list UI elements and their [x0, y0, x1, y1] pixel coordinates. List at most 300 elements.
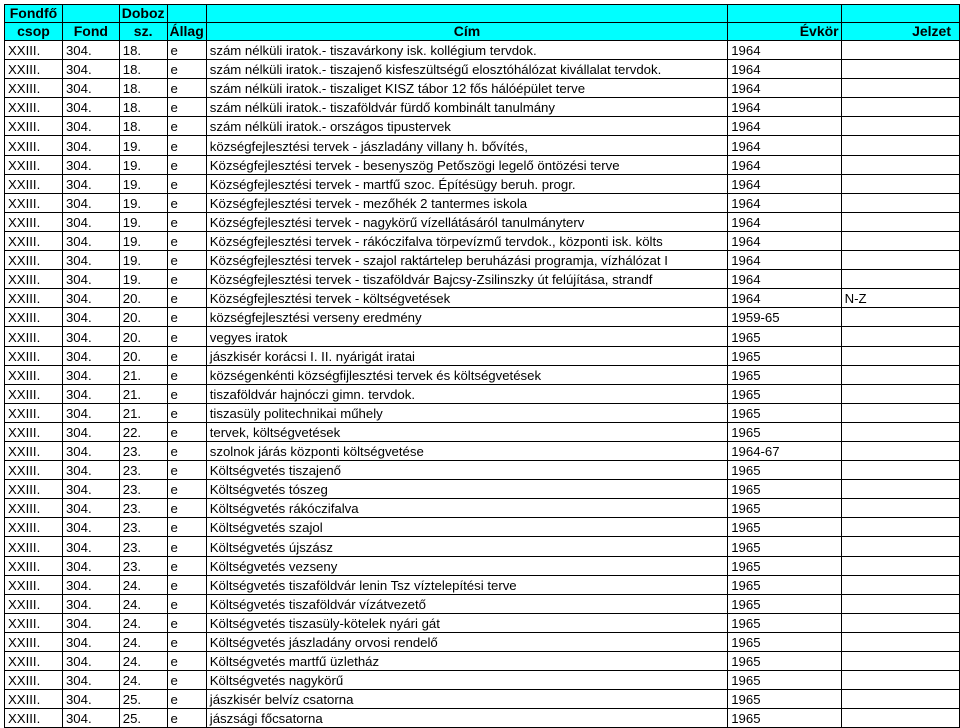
cell-fondfo-csop: XXIII. — [5, 441, 63, 460]
cell-doboz: 23. — [119, 461, 167, 480]
cell-doboz: 20. — [119, 308, 167, 327]
cell-cim: szám nélküli iratok.- tiszajenő kisfeszültségű elosztóhálózat kivállalat tervdok. — [206, 60, 727, 79]
cell-cim: szám nélküli iratok.- tiszaföldvár fürdő kombinált tanulmány — [206, 98, 727, 117]
cell-fondfo-csop: XXIII. — [5, 671, 63, 690]
cell-allag: e — [167, 98, 206, 117]
cell-allag: e — [167, 174, 206, 193]
table-row — [5, 327, 960, 346]
cell-fond: 304. — [62, 632, 119, 651]
cell-jelzet — [841, 403, 959, 422]
cell-fond: 304. — [62, 480, 119, 499]
cell-allag: e — [167, 136, 206, 155]
cell-cim: Költségvetés nagykörű — [206, 671, 727, 690]
cell-jelzet — [841, 231, 959, 250]
cell-fond: 304. — [62, 403, 119, 422]
cell-allag: e — [167, 499, 206, 518]
cell-allag: e — [167, 537, 206, 556]
table-row — [5, 499, 960, 518]
cell-fondfo-csop: XXIII. — [5, 136, 63, 155]
cell-evkor: 1965 — [728, 690, 841, 709]
cell-cim: Községfejlesztési tervek - besenyszög Petőszögi legelő öntözési terve — [206, 155, 727, 174]
table-row — [5, 251, 960, 270]
table-row — [5, 613, 960, 632]
cell-evkor: 1964 — [728, 193, 841, 212]
cell-fond: 304. — [62, 60, 119, 79]
cell-cim: községenkénti községfijlesztési tervek és költségvetések — [206, 365, 727, 384]
cell-evkor: 1965 — [728, 575, 841, 594]
cell-evkor: 1964 — [728, 212, 841, 231]
cell-fond: 304. — [62, 690, 119, 709]
table-body — [5, 41, 960, 728]
cell-jelzet — [841, 441, 959, 460]
cell-cim: jászkisér korácsi I. II. nyárigát iratai — [206, 346, 727, 365]
cell-evkor: 1965 — [728, 365, 841, 384]
cell-allag: e — [167, 671, 206, 690]
cell-cim: községfejlesztési tervek - jászladány villany h. bővítés, — [206, 136, 727, 155]
cell-evkor: 1964 — [728, 98, 841, 117]
cell-evkor: 1964 — [728, 155, 841, 174]
cell-doboz: 20. — [119, 327, 167, 346]
cell-jelzet — [841, 174, 959, 193]
table-row — [5, 346, 960, 365]
table-row — [5, 365, 960, 384]
table-header — [5, 5, 960, 41]
cell-fond: 304. — [62, 174, 119, 193]
cell-doboz: 25. — [119, 709, 167, 728]
cell-fondfo-csop: XXIII. — [5, 461, 63, 480]
cell-fondfo-csop: XXIII. — [5, 212, 63, 231]
cell-fondfo-csop: XXIII. — [5, 98, 63, 117]
cell-evkor: 1965 — [728, 480, 841, 499]
cell-fondfo-csop: XXIII. — [5, 346, 63, 365]
header-doboz-sz-line2: sz. — [119, 23, 167, 41]
table-row — [5, 212, 960, 231]
cell-fondfo-csop: XXIII. — [5, 117, 63, 136]
cell-fond: 304. — [62, 136, 119, 155]
cell-evkor: 1965 — [728, 403, 841, 422]
cell-fond: 304. — [62, 212, 119, 231]
cell-doboz: 18. — [119, 117, 167, 136]
cell-allag: e — [167, 289, 206, 308]
cell-jelzet — [841, 537, 959, 556]
table-row — [5, 98, 960, 117]
cell-fondfo-csop: XXIII. — [5, 652, 63, 671]
cell-cim: Községfejlesztési tervek - mezőhék 2 tantermes iskola — [206, 193, 727, 212]
cell-cim: községfejlesztési verseny eredmény — [206, 308, 727, 327]
cell-allag: e — [167, 384, 206, 403]
header-doboz-sz-line1: Doboz — [119, 5, 167, 23]
cell-fondfo-csop: XXIII. — [5, 365, 63, 384]
table-row — [5, 671, 960, 690]
header-fondfo-csop-line2: csop — [5, 23, 63, 41]
table-row — [5, 518, 960, 537]
cell-jelzet — [841, 690, 959, 709]
cell-doboz: 19. — [119, 231, 167, 250]
cell-allag: e — [167, 613, 206, 632]
cell-cim: Községfejlesztési tervek - rákóczifalva törpevízmű tervdok., központi isk. költs — [206, 231, 727, 250]
cell-jelzet — [841, 270, 959, 289]
cell-doboz: 19. — [119, 155, 167, 174]
header-allag: Állag — [167, 23, 206, 41]
table-row — [5, 136, 960, 155]
cell-allag: e — [167, 308, 206, 327]
cell-allag: e — [167, 709, 206, 728]
cell-allag: e — [167, 652, 206, 671]
cell-fondfo-csop: XXIII. — [5, 690, 63, 709]
cell-doboz: 24. — [119, 671, 167, 690]
cell-evkor: 1964 — [728, 289, 841, 308]
cell-evkor: 1965 — [728, 632, 841, 651]
cell-fondfo-csop: XXIII. — [5, 270, 63, 289]
cell-fond: 304. — [62, 613, 119, 632]
cell-cim: Községfejlesztési tervek - költségvetések — [206, 289, 727, 308]
cell-fond: 304. — [62, 575, 119, 594]
header-cim: Cím — [206, 23, 727, 41]
header-evkor-spacer — [728, 5, 841, 23]
cell-cim: szolnok járás központi költségvetése — [206, 441, 727, 460]
cell-cim: vegyes iratok — [206, 327, 727, 346]
table-row — [5, 461, 960, 480]
cell-fondfo-csop: XXIII. — [5, 193, 63, 212]
cell-evkor: 1959-65 — [728, 308, 841, 327]
cell-fond: 304. — [62, 537, 119, 556]
table-row — [5, 155, 960, 174]
cell-jelzet — [841, 60, 959, 79]
cell-fondfo-csop: XXIII. — [5, 231, 63, 250]
cell-doboz: 21. — [119, 384, 167, 403]
cell-doboz: 24. — [119, 613, 167, 632]
table-row — [5, 441, 960, 460]
cell-fondfo-csop: XXIII. — [5, 499, 63, 518]
cell-evkor: 1964 — [728, 60, 841, 79]
cell-allag: e — [167, 365, 206, 384]
cell-fond: 304. — [62, 98, 119, 117]
cell-allag: e — [167, 251, 206, 270]
cell-cim: Községfejlesztési tervek - tiszaföldvár Bajcsy-Zsilinszky út felújítása, strandf — [206, 270, 727, 289]
cell-fondfo-csop: XXIII. — [5, 79, 63, 98]
table-row — [5, 231, 960, 250]
table-row — [5, 270, 960, 289]
cell-allag: e — [167, 556, 206, 575]
cell-fond: 304. — [62, 79, 119, 98]
cell-fondfo-csop: XXIII. — [5, 613, 63, 632]
cell-fondfo-csop: XXIII. — [5, 480, 63, 499]
table-row — [5, 537, 960, 556]
cell-jelzet: N-Z — [841, 289, 959, 308]
cell-evkor: 1964 — [728, 174, 841, 193]
cell-fond: 304. — [62, 709, 119, 728]
cell-evkor: 1965 — [728, 384, 841, 403]
cell-doboz: 19. — [119, 251, 167, 270]
cell-cim: Költségvetés rákóczifalva — [206, 499, 727, 518]
cell-fondfo-csop: XXIII. — [5, 41, 63, 60]
cell-fondfo-csop: XXIII. — [5, 327, 63, 346]
cell-fondfo-csop: XXIII. — [5, 422, 63, 441]
cell-doboz: 25. — [119, 690, 167, 709]
cell-jelzet — [841, 155, 959, 174]
cell-fond: 304. — [62, 308, 119, 327]
cell-evkor: 1964 — [728, 136, 841, 155]
header-fond-spacer — [62, 5, 119, 23]
cell-evkor: 1965 — [728, 709, 841, 728]
cell-doboz: 23. — [119, 499, 167, 518]
cell-cim: Költségvetés szajol — [206, 518, 727, 537]
table-row — [5, 690, 960, 709]
cell-cim: szám nélküli iratok.- tiszaliget KISZ tábor 12 fős hálóépület terve — [206, 79, 727, 98]
table-row — [5, 79, 960, 98]
cell-fond: 304. — [62, 289, 119, 308]
archive-inventory-table — [4, 4, 960, 728]
table-row — [5, 632, 960, 651]
cell-jelzet — [841, 98, 959, 117]
table-row — [5, 289, 960, 308]
cell-doboz: 23. — [119, 518, 167, 537]
cell-doboz: 19. — [119, 193, 167, 212]
table-row — [5, 422, 960, 441]
cell-doboz: 24. — [119, 632, 167, 651]
header-evkor: Évkör — [728, 23, 841, 41]
cell-evkor: 1965 — [728, 422, 841, 441]
cell-evkor: 1964 — [728, 117, 841, 136]
cell-doboz: 23. — [119, 537, 167, 556]
cell-fond: 304. — [62, 518, 119, 537]
cell-allag: e — [167, 270, 206, 289]
cell-jelzet — [841, 556, 959, 575]
table-row — [5, 575, 960, 594]
cell-jelzet — [841, 327, 959, 346]
cell-fondfo-csop: XXIII. — [5, 594, 63, 613]
cell-evkor: 1964 — [728, 41, 841, 60]
cell-jelzet — [841, 136, 959, 155]
cell-allag: e — [167, 60, 206, 79]
cell-doboz: 18. — [119, 41, 167, 60]
cell-jelzet — [841, 384, 959, 403]
cell-evkor: 1965 — [728, 327, 841, 346]
cell-evkor: 1965 — [728, 652, 841, 671]
cell-jelzet — [841, 308, 959, 327]
cell-cim: Költségvetés tiszasüly-kötelek nyári gát — [206, 613, 727, 632]
header-jelzet-spacer — [841, 5, 959, 23]
cell-doboz: 23. — [119, 480, 167, 499]
table-row — [5, 556, 960, 575]
cell-cim: Költségvetés jászladány orvosi rendelő — [206, 632, 727, 651]
cell-fondfo-csop: XXIII. — [5, 403, 63, 422]
cell-fond: 304. — [62, 231, 119, 250]
cell-doboz: 22. — [119, 422, 167, 441]
cell-jelzet — [841, 365, 959, 384]
cell-evkor: 1964 — [728, 270, 841, 289]
cell-fondfo-csop: XXIII. — [5, 384, 63, 403]
cell-cim: szám nélküli iratok.- országos tipustervek — [206, 117, 727, 136]
cell-allag: e — [167, 422, 206, 441]
cell-jelzet — [841, 212, 959, 231]
cell-doboz: 21. — [119, 365, 167, 384]
cell-fondfo-csop: XXIII. — [5, 537, 63, 556]
cell-evkor: 1965 — [728, 671, 841, 690]
cell-allag: e — [167, 231, 206, 250]
cell-jelzet — [841, 79, 959, 98]
cell-doboz: 18. — [119, 98, 167, 117]
table-row — [5, 193, 960, 212]
cell-fond: 304. — [62, 671, 119, 690]
cell-cim: Költségvetés tiszaföldvár vízátvezető — [206, 594, 727, 613]
cell-jelzet — [841, 346, 959, 365]
cell-doboz: 18. — [119, 60, 167, 79]
table-row — [5, 594, 960, 613]
cell-fond: 304. — [62, 594, 119, 613]
cell-allag: e — [167, 403, 206, 422]
cell-evkor: 1965 — [728, 537, 841, 556]
cell-allag: e — [167, 632, 206, 651]
cell-cim: tiszasüly politechnikai műhely — [206, 403, 727, 422]
table-row — [5, 174, 960, 193]
cell-allag: e — [167, 79, 206, 98]
cell-doboz: 23. — [119, 556, 167, 575]
cell-fond: 304. — [62, 652, 119, 671]
cell-allag: e — [167, 346, 206, 365]
cell-jelzet — [841, 518, 959, 537]
cell-jelzet — [841, 499, 959, 518]
cell-evkor: 1965 — [728, 461, 841, 480]
cell-cim: Költségvetés martfű üzletház — [206, 652, 727, 671]
cell-fondfo-csop: XXIII. — [5, 308, 63, 327]
cell-fond: 304. — [62, 422, 119, 441]
cell-jelzet — [841, 575, 959, 594]
cell-jelzet — [841, 461, 959, 480]
cell-evkor: 1964 — [728, 79, 841, 98]
cell-doboz: 21. — [119, 403, 167, 422]
cell-doboz: 20. — [119, 346, 167, 365]
cell-fond: 304. — [62, 384, 119, 403]
cell-fondfo-csop: XXIII. — [5, 155, 63, 174]
cell-fond: 304. — [62, 117, 119, 136]
cell-allag: e — [167, 594, 206, 613]
cell-allag: e — [167, 461, 206, 480]
cell-fondfo-csop: XXIII. — [5, 709, 63, 728]
cell-cim: jászsági főcsatorna — [206, 709, 727, 728]
cell-evkor: 1965 — [728, 346, 841, 365]
cell-fondfo-csop: XXIII. — [5, 174, 63, 193]
cell-doboz: 19. — [119, 270, 167, 289]
table-row — [5, 60, 960, 79]
cell-allag: e — [167, 41, 206, 60]
cell-jelzet — [841, 613, 959, 632]
table-row — [5, 308, 960, 327]
cell-doboz: 18. — [119, 79, 167, 98]
cell-fond: 304. — [62, 155, 119, 174]
cell-doboz: 19. — [119, 174, 167, 193]
cell-allag: e — [167, 193, 206, 212]
table-row — [5, 41, 960, 60]
cell-fond: 304. — [62, 365, 119, 384]
cell-jelzet — [841, 41, 959, 60]
cell-jelzet — [841, 251, 959, 270]
cell-allag: e — [167, 441, 206, 460]
table-row — [5, 384, 960, 403]
cell-fond: 304. — [62, 327, 119, 346]
cell-fond: 304. — [62, 441, 119, 460]
cell-allag: e — [167, 480, 206, 499]
cell-evkor: 1964 — [728, 251, 841, 270]
cell-jelzet — [841, 117, 959, 136]
cell-evkor: 1965 — [728, 613, 841, 632]
cell-cim: Költségvetés vezseny — [206, 556, 727, 575]
table-row — [5, 117, 960, 136]
cell-jelzet — [841, 632, 959, 651]
cell-doboz: 24. — [119, 575, 167, 594]
cell-jelzet — [841, 652, 959, 671]
cell-jelzet — [841, 671, 959, 690]
cell-fond: 304. — [62, 251, 119, 270]
cell-evkor: 1965 — [728, 518, 841, 537]
cell-allag: e — [167, 690, 206, 709]
cell-doboz: 23. — [119, 441, 167, 460]
cell-doboz: 19. — [119, 212, 167, 231]
cell-allag: e — [167, 518, 206, 537]
cell-doboz: 20. — [119, 289, 167, 308]
header-fondfo-csop-line1: Fondfő — [5, 5, 63, 23]
cell-evkor: 1965 — [728, 499, 841, 518]
cell-cim: Községfejlesztési tervek - nagykörű vízellátásáról tanulmányterv — [206, 212, 727, 231]
cell-fond: 304. — [62, 270, 119, 289]
cell-fondfo-csop: XXIII. — [5, 60, 63, 79]
cell-jelzet — [841, 422, 959, 441]
cell-allag: e — [167, 155, 206, 174]
cell-evkor: 1965 — [728, 594, 841, 613]
cell-fondfo-csop: XXIII. — [5, 289, 63, 308]
cell-fondfo-csop: XXIII. — [5, 518, 63, 537]
cell-cim: Költségvetés tószeg — [206, 480, 727, 499]
cell-doboz: 24. — [119, 594, 167, 613]
cell-fondfo-csop: XXIII. — [5, 632, 63, 651]
cell-fond: 304. — [62, 193, 119, 212]
table-row — [5, 480, 960, 499]
cell-allag: e — [167, 212, 206, 231]
cell-fond: 304. — [62, 556, 119, 575]
cell-fond: 304. — [62, 499, 119, 518]
cell-fondfo-csop: XXIII. — [5, 251, 63, 270]
cell-cim: Községfejlesztési tervek - szajol raktártelep beruházási programja, vízhálózat I — [206, 251, 727, 270]
cell-jelzet — [841, 594, 959, 613]
header-cim-spacer — [206, 5, 727, 23]
cell-cim: tervek, költségvetések — [206, 422, 727, 441]
cell-evkor: 1964 — [728, 231, 841, 250]
cell-jelzet — [841, 480, 959, 499]
cell-cim: Költségvetés tiszaföldvár lenin Tsz víztelepítési terve — [206, 575, 727, 594]
cell-fond: 304. — [62, 41, 119, 60]
cell-allag: e — [167, 117, 206, 136]
cell-allag: e — [167, 327, 206, 346]
cell-cim: szám nélküli iratok.- tiszavárkony isk. kollégium tervdok. — [206, 41, 727, 60]
cell-fond: 304. — [62, 346, 119, 365]
cell-cim: Községfejlesztési tervek - martfű szoc. Építésügy beruh. progr. — [206, 174, 727, 193]
cell-evkor: 1965 — [728, 556, 841, 575]
table-row — [5, 403, 960, 422]
cell-fondfo-csop: XXIII. — [5, 575, 63, 594]
cell-jelzet — [841, 193, 959, 212]
header-jelzet: Jelzet — [841, 23, 959, 41]
cell-evkor: 1964-67 — [728, 441, 841, 460]
cell-cim: Költségvetés újszász — [206, 537, 727, 556]
cell-doboz: 24. — [119, 652, 167, 671]
table-row — [5, 709, 960, 728]
cell-cim: jászkisér belvíz csatorna — [206, 690, 727, 709]
table-row — [5, 652, 960, 671]
cell-cim: Költségvetés tiszajenő — [206, 461, 727, 480]
header-fond: Fond — [62, 23, 119, 41]
cell-jelzet — [841, 709, 959, 728]
cell-cim: tiszaföldvár hajnóczi gimn. tervdok. — [206, 384, 727, 403]
